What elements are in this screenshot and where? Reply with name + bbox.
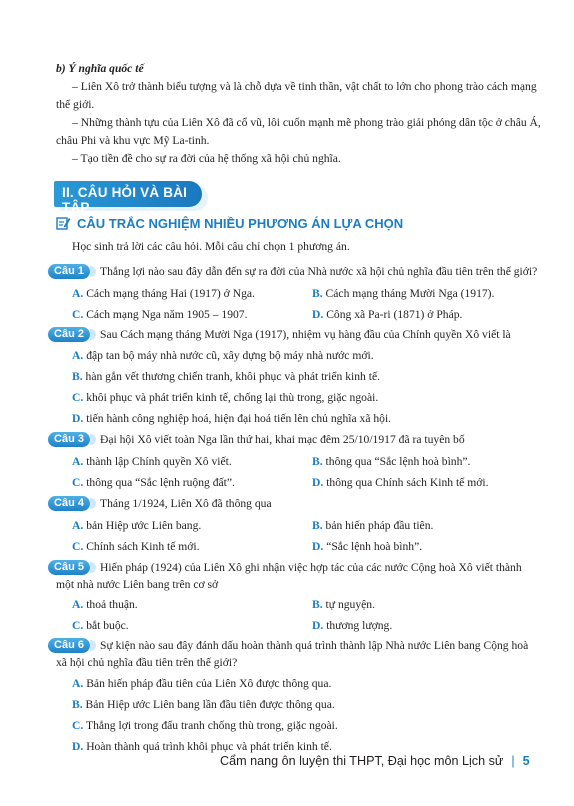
option-text: Hoàn thành quá trình khôi phục và phát triển kinh tế. xyxy=(86,740,332,753)
q6-option-a xyxy=(72,676,331,691)
q2-option-c xyxy=(72,390,378,405)
question-4-badge: Câu 4 xyxy=(48,496,90,511)
letter: B. xyxy=(72,370,83,383)
footer-separator: | xyxy=(511,754,515,768)
question-2-badge: Câu 2 xyxy=(48,327,90,342)
q6-option-c xyxy=(72,718,338,733)
option-text: Chính sách Kinh tế mới. xyxy=(86,540,200,553)
q5-option-b xyxy=(312,597,375,612)
letter: C. xyxy=(72,308,84,321)
option-text: “Sắc lệnh hoà bình”. xyxy=(326,540,423,553)
option-text: đập tan bộ máy nhà nước cũ, xây dựng bộ máy nhà nước mới. xyxy=(86,349,374,362)
option-text: Công xã Pa-ri (1871) ở Pháp. xyxy=(326,308,463,321)
q4-option-c xyxy=(72,539,200,554)
q6-option-b xyxy=(72,697,335,712)
q3-option-c xyxy=(72,475,235,490)
question-6-badge: Câu 6 xyxy=(48,638,90,653)
instruction: Học sinh trả lời các câu hỏi. Mỗi câu chỉ chọn 1 phương án. xyxy=(72,240,350,253)
option-text: tự nguyện. xyxy=(325,598,375,611)
question-4-text: Tháng 1/1924, Liên Xô đã thông qua xyxy=(100,497,272,510)
question-5-text-2: một nhà nước Liên bang trên cơ sở xyxy=(56,578,219,591)
option-text: tiến hành công nghiệp hoá, hiện đại hoá tiến lên chủ nghĩa xã hội. xyxy=(86,412,392,425)
page-number: 5 xyxy=(522,754,530,768)
letter: A. xyxy=(72,287,84,300)
intl-heading: b) Ý nghĩa quốc tế xyxy=(56,62,144,75)
letter: C. xyxy=(72,540,84,553)
question-1-text: Thắng lợi nào sau đây dẫn đến sự ra đời của Nhà nước xã hội chủ nghĩa đầu tiên trên thế giới? xyxy=(100,265,538,278)
q3-option-b xyxy=(312,454,470,469)
q4-option-d xyxy=(312,539,422,554)
letter: C. xyxy=(72,476,84,489)
subsection-title: CÂU TRẮC NGHIỆM NHIỀU PHƯƠNG ÁN LỰA CHỌN xyxy=(77,216,404,231)
letter: D. xyxy=(312,619,324,632)
q3-option-d xyxy=(312,475,489,490)
q1-option-b xyxy=(312,286,494,301)
q2-option-b xyxy=(72,369,380,384)
option-text: bản hiến pháp đầu tiên. xyxy=(325,519,434,532)
option-text: bắt buộc. xyxy=(86,619,129,632)
edit-note-icon xyxy=(56,216,71,233)
option-text: thông qua “Sắc lệnh ruộng đất”. xyxy=(86,476,235,489)
letter: A. xyxy=(72,349,84,362)
option-text: thông qua Chính sách Kinh tế mới. xyxy=(326,476,489,489)
q1-option-a xyxy=(72,286,255,301)
letter: C. xyxy=(72,719,84,732)
option-text: thông qua “Sắc lệnh hoà bình”. xyxy=(325,455,471,468)
option-text: Cách mạng Nga năm 1905 – 1907. xyxy=(86,308,248,321)
option-text: Bản Hiệp ước Liên bang lần đầu tiên được thông qua. xyxy=(85,698,335,711)
letter: D. xyxy=(72,412,84,425)
q1-option-c xyxy=(72,307,248,322)
q3-option-a xyxy=(72,454,232,469)
intl-line-3: – Tạo tiền đề cho sự ra đời của hệ thống xã hội chủ nghĩa. xyxy=(72,152,341,165)
option-text: bản Hiệp ước Liên bang. xyxy=(86,519,202,532)
question-3-text: Đại hội Xô viết toàn Nga lần thứ hai, khai mạc đêm 25/10/1917 đã ra tuyên bố xyxy=(100,433,465,446)
q2-option-a xyxy=(72,348,374,363)
option-text: Cách mạng tháng Mười Nga (1917). xyxy=(325,287,495,300)
q5-option-c xyxy=(72,618,129,633)
page-footer xyxy=(220,754,530,768)
option-text: hàn gắn vết thương chiến tranh, khôi phục và phát triển kinh tế. xyxy=(85,370,380,383)
question-5-badge: Câu 5 xyxy=(48,560,90,575)
question-5-text-1: Hiến pháp (1924) của Liên Xô ghi nhận việc hợp tác của các nước Cộng hoà Xô viết thành xyxy=(100,561,522,574)
letter: B. xyxy=(312,519,323,532)
q4-option-b xyxy=(312,518,433,533)
question-6-text-1: Sự kiện nào sau đây đánh dấu hoàn thành quá trình thành lập Nhà nước Liên bang Cộng hoà xyxy=(100,639,529,652)
letter: D. xyxy=(312,476,324,489)
intl-line-2a: – Những thành tựu của Liên Xô đã cổ vũ, lôi cuốn mạnh mẽ phong trào giải phóng dân tộc ở châu Á, xyxy=(72,116,541,129)
q5-option-d xyxy=(312,618,392,633)
option-text: Thắng lợi trong đấu tranh chống thù trong, giặc ngoài. xyxy=(85,719,338,732)
letter: C. xyxy=(72,391,84,404)
letter: B. xyxy=(312,598,323,611)
section-title: II. CÂU HỎI VÀ BÀI TẬP xyxy=(62,185,188,215)
letter: A. xyxy=(72,455,84,468)
option-text: thoả thuận. xyxy=(86,598,138,611)
option-text: khôi phục và phát triển kinh tế, chống lại thù trong, giặc ngoài. xyxy=(86,391,379,404)
q6-option-d xyxy=(72,739,332,754)
letter: D. xyxy=(312,308,324,321)
intl-line-1b: thế giới. xyxy=(56,98,95,111)
letter: D. xyxy=(312,540,324,553)
letter: B. xyxy=(312,455,323,468)
letter: C. xyxy=(72,619,84,632)
letter: A. xyxy=(72,519,84,532)
q4-option-a xyxy=(72,518,201,533)
option-text: thương lượng. xyxy=(326,619,393,632)
letter: A. xyxy=(72,677,84,690)
intl-line-1a: – Liên Xô trở thành biểu tượng và là chỗ dựa về tinh thần, vật chất to lớn cho phong trào cách mạng xyxy=(72,80,537,93)
q1-option-d xyxy=(312,307,462,322)
letter: B. xyxy=(312,287,323,300)
intl-line-2b: châu Phi và khu vực Mỹ La-tinh. xyxy=(56,134,210,147)
question-6-text-2: xã hội chủ nghĩa đầu tiên trên thế giới? xyxy=(56,656,238,669)
q5-option-a xyxy=(72,597,138,612)
question-2-text: Sau Cách mạng tháng Mười Nga (1917), nhiệm vụ hàng đầu của Chính quyền Xô viết là xyxy=(100,328,511,341)
subsection-title-row xyxy=(56,216,403,233)
question-1-badge: Câu 1 xyxy=(48,264,90,279)
letter: B. xyxy=(72,698,83,711)
q2-option-d xyxy=(72,411,391,426)
option-text: Cách mạng tháng Hai (1917) ở Nga. xyxy=(86,287,255,300)
question-3-badge: Câu 3 xyxy=(48,432,90,447)
letter: A. xyxy=(72,598,84,611)
letter: D. xyxy=(72,740,84,753)
footer-text: Cẩm nang ôn luyện thi THPT, Đại học môn Lịch sử xyxy=(220,754,504,768)
option-text: Bản hiến pháp đầu tiên của Liên Xô được thông qua. xyxy=(86,677,332,690)
section-header xyxy=(54,181,214,215)
option-text: thành lập Chính quyền Xô viết. xyxy=(86,455,232,468)
